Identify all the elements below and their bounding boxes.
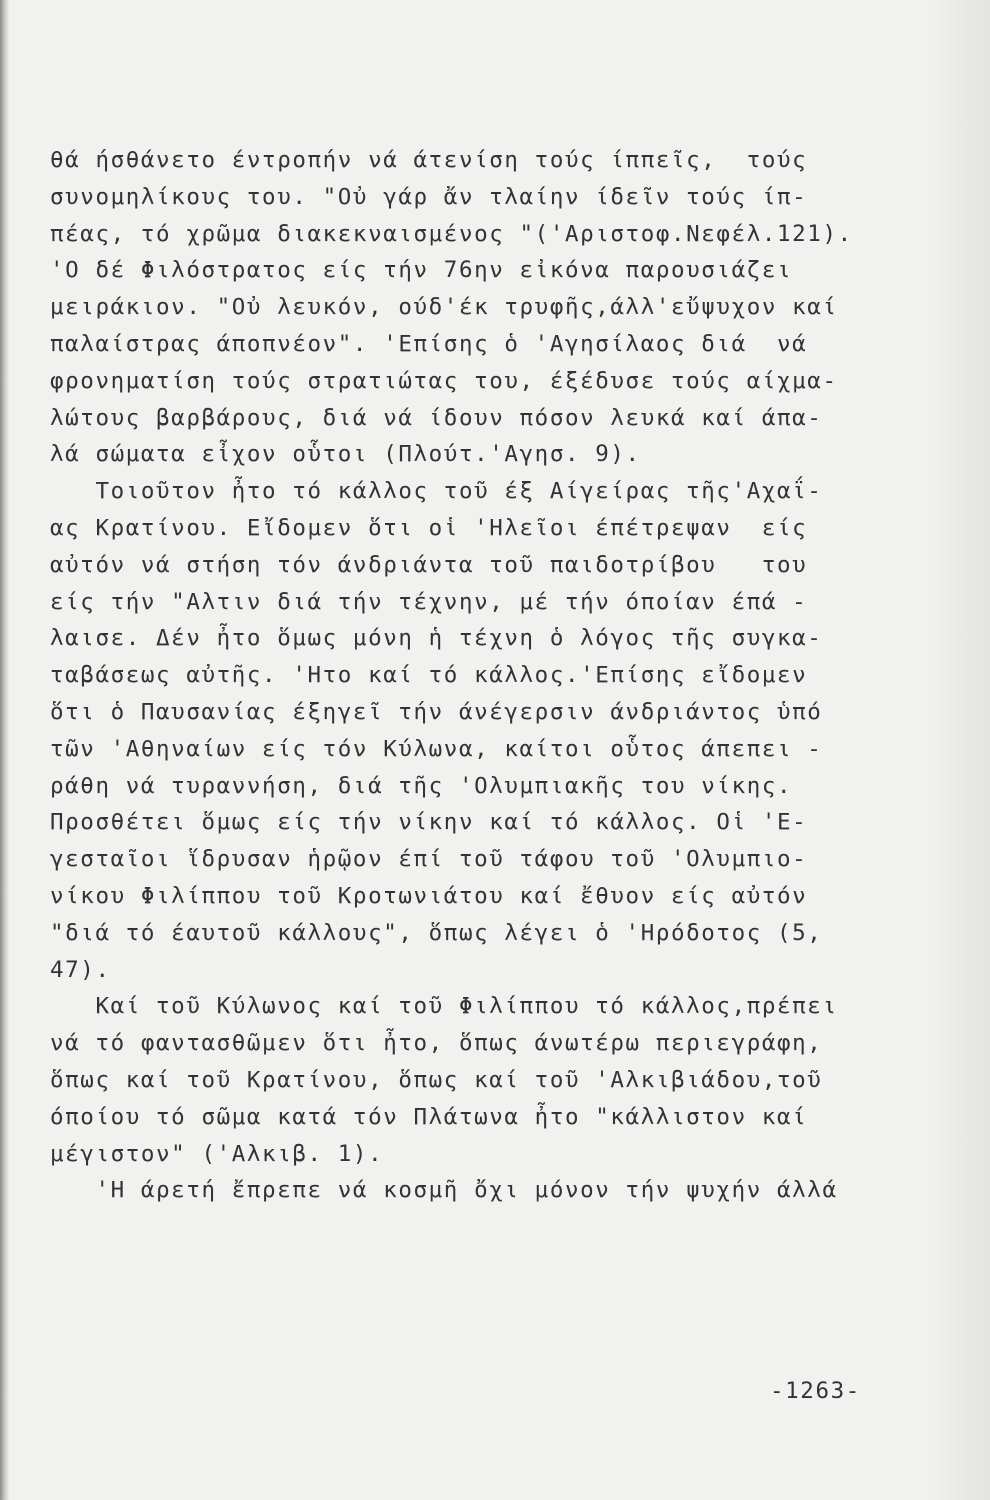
text-line-16: ὅτι ὁ Παυσανίας έξηγεῖ τήν άνέγερσιν άνδριάντος ὑπό [50, 698, 823, 725]
text-line-29: 'Η άρετή ἔπρεπε νά κοσμῆ ὄχι μόνον τήν ψυχήν άλλά [50, 1177, 838, 1204]
text-line-28: μέγιστον" ('Αλκιβ. 1). [50, 1140, 384, 1167]
text-line-4: 'Ο δέ Φιλόστρατος είς τήν 76ην εἰκόνα παρουσιάζει [50, 257, 793, 284]
text-line-7: φρονηματίση τούς στρατιώτας του, έξέδυσε τούς αίχμα- [50, 367, 838, 394]
page-edge [0, 0, 9, 1500]
text-line-9: λά σώματα εἶχον οὗτοι (Πλούτ.'Αγησ. 9). [50, 441, 641, 468]
text-line-13: είς τήν "Αλτιν διά τήν τέχνην, μέ τήν όποίαν έπά - [50, 588, 808, 615]
text-line-15: ταβάσεως αὐτῆς. 'Ητο καί τό κάλλος.'Επίσης εἴδομεν [50, 662, 808, 689]
text-line-25: νά τό φαντασθῶμεν ὅτι ἦτο, ὅπως άνωτέρω περιεγράφη, [50, 1030, 823, 1057]
text-line-12: αὐτόν νά στήση τόν άνδριάντα τοῦ παιδοτρίβου του [50, 551, 808, 578]
text-line-14: λαισε. Δέν ἦτο ὅμως μόνη ἡ τέχνη ὁ λόγος τῆς συγκα- [50, 625, 823, 652]
text-line-24: Καί τοῦ Κύλωνος καί τοῦ Φιλίππου τό κάλλος,πρέπει [50, 993, 838, 1020]
text-line-17: τῶν 'Αθηναίων είς τόν Κύλωνα, καίτοι οὗτος άπεπει - [50, 735, 823, 762]
body-text [50, 142, 920, 1209]
text-line-10: Τοιοῦτον ἦτο τό κάλλος τοῦ έξ Αίγείρας τῆς'Αχαΐ- [50, 478, 823, 505]
text-line-6: παλαίστρας άποπνέον". 'Επίσης ὁ 'Αγησίλαος διά νά [50, 330, 808, 357]
text-line-11: ας Κρατίνου. Εἴδομεν ὅτι οἱ 'Ηλεῖοι έπέτρεψαν είς [50, 514, 808, 541]
page-shade [930, 0, 990, 1500]
text-line-2: συνομηλίκους του. "Οὐ γάρ ἄν τλαίην ίδεῖν τούς ίπ- [50, 183, 808, 210]
page-number: -1263- [770, 1378, 861, 1404]
text-line-27: όποίου τό σῶμα κατά τόν Πλάτωνα ἦτο "κάλλιστον καί [50, 1103, 808, 1130]
text-line-23: 47). [50, 956, 111, 983]
text-line-22: "διά τό έαυτοῦ κάλλους", ὅπως λέγει ὁ 'Ηρόδοτος (5, [50, 919, 823, 946]
text-line-3: πέας, τό χρῶμα διακεκναισμένος "('Αριστοφ.Νεφέλ.121). [50, 220, 853, 247]
text-line-18: ράθη νά τυραννήση, διά τῆς 'Ολυμπιακῆς του νίκης. [50, 772, 793, 799]
text-line-8: λώτους βαρβάρους, διά νά ίδουν πόσον λευκά καί άπα- [50, 404, 823, 431]
text-line-5: μειράκιον. "Οὐ λευκόν, ούδ'έκ τρυφῆς,άλλ'εὔψυχον καί [50, 294, 838, 321]
text-line-20: γεσταῖοι ἵδρυσαν ἡρῷον έπί τοῦ τάφου τοῦ 'Ολυμπιο- [50, 846, 808, 873]
text-line-19: Προσθέτει ὅμως είς τήν νίκην καί τό κάλλος. Οἱ 'Ε- [50, 809, 808, 836]
text-line-1: θά ήσθάνετο έντροπήν νά άτενίση τούς ίππεῖς, τούς [50, 147, 808, 173]
text-line-21: νίκου Φιλίππου τοῦ Κροτωνιάτου καί ἔθυον είς αὐτόν [50, 882, 808, 909]
text-line-26: ὅπως καί τοῦ Κρατίνου, ὅπως καί τοῦ 'Αλκιβιάδου,τοῦ [50, 1066, 823, 1093]
